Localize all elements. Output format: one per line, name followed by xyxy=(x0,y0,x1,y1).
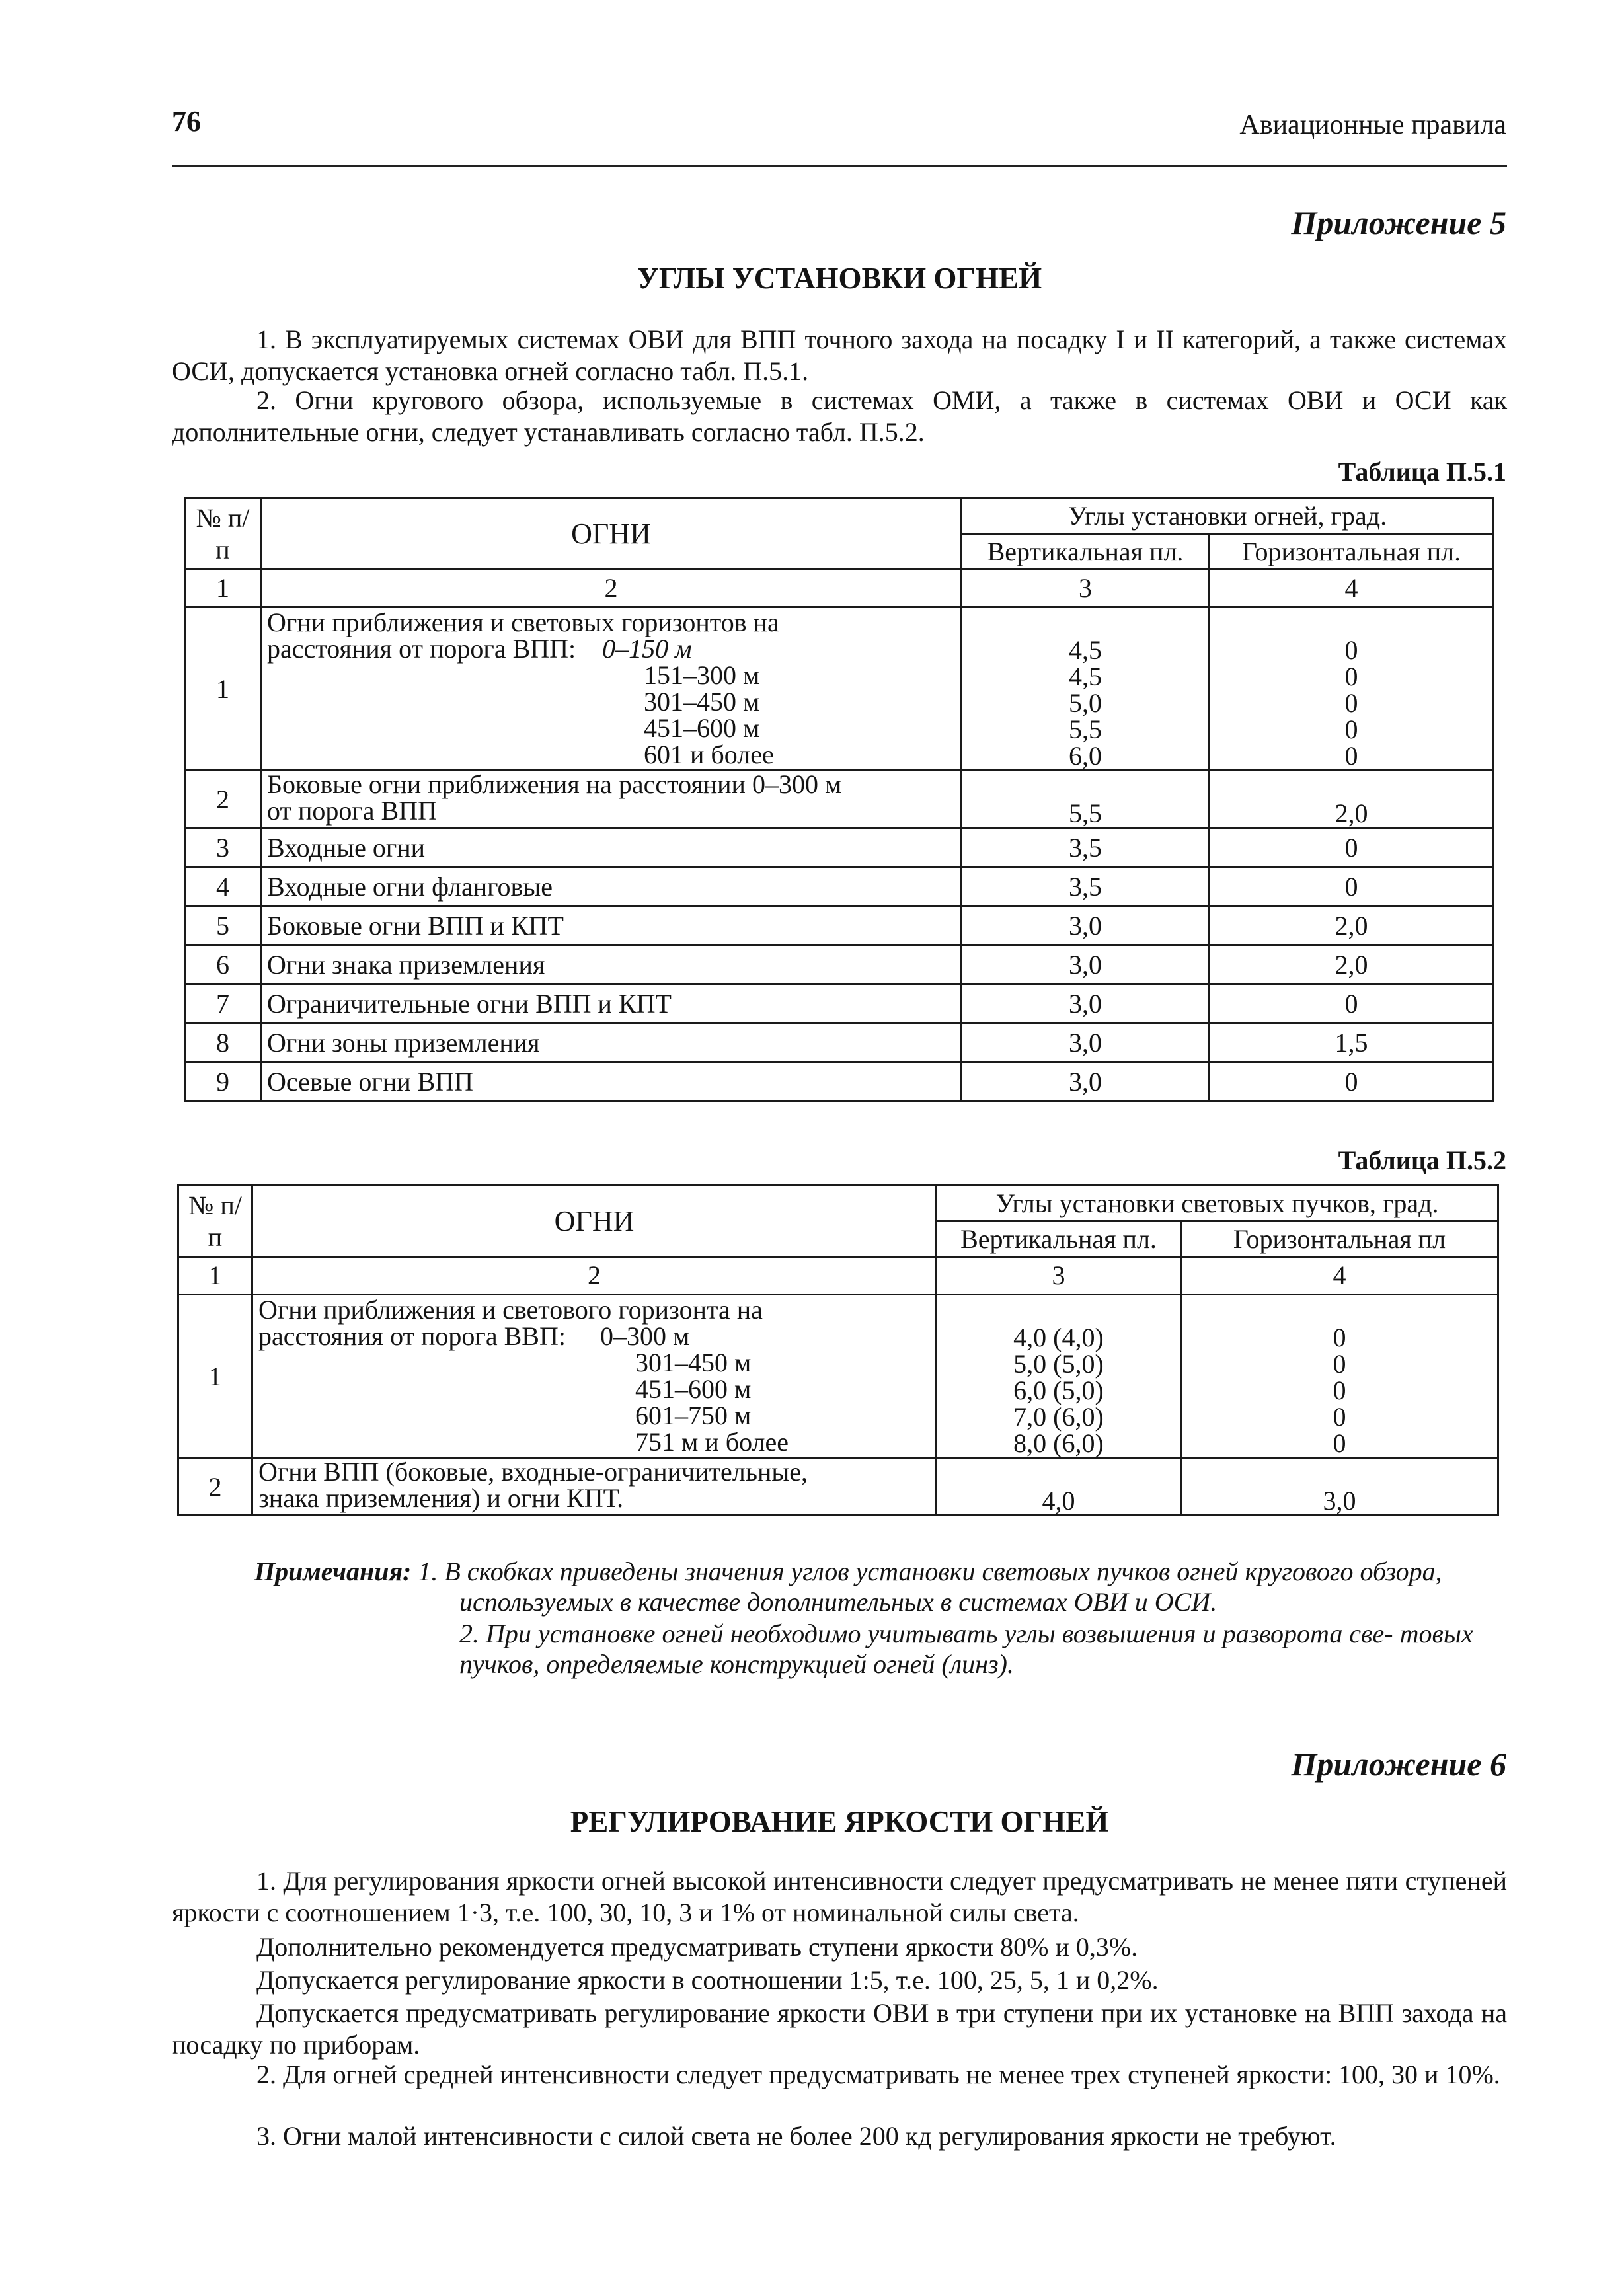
row-number: 9 xyxy=(185,1062,261,1101)
table-1-colnum: 3 xyxy=(962,570,1210,607)
row-vertical-value: 3,0 xyxy=(962,1023,1210,1062)
appendix-6-paragraph-1: 1. Для регулирования яркости огней высокой интенсивности следует предусматривать не менее пяти ступеней яркости с соотношением 1·3, т.е. 100, 30, 10, 3 и 1% от номинальной силы света. xyxy=(172,1866,1507,1927)
row-number: 8 xyxy=(185,1023,261,1062)
table-1-header-group: Углы установки огней, град. xyxy=(962,498,1494,534)
table-1-row xyxy=(185,984,1494,1023)
row-lights-name: Огни ВПП (боковые, входные-ограничительные, знака приземления) и огни КПТ. xyxy=(252,1458,937,1516)
table-1-row xyxy=(185,828,1494,867)
table-2-row xyxy=(178,1295,1498,1458)
row-lights-name: Боковые огни ВПП и КПТ xyxy=(261,906,962,945)
table-2-header-vertical: Вертикальная пл. xyxy=(937,1221,1181,1257)
row-horizontal-values: 0 0 0 0 0 xyxy=(1210,607,1494,771)
table-2-colnum: 4 xyxy=(1181,1257,1498,1295)
row-vertical-value: 3,0 xyxy=(962,984,1210,1023)
row-number: 2 xyxy=(185,771,261,828)
row-horizontal-value: 2,0 xyxy=(1210,906,1494,945)
row-lights-name: Огни приближения и световых горизонтов на расстояния от порога ВПП: 0–150 м 151–300 м 301–450 м 451–600 м 601 и более xyxy=(261,607,962,771)
table-2-row xyxy=(178,1458,1498,1516)
row-lights-name: Огни зоны приземления xyxy=(261,1023,962,1062)
row-lights-name: Огни приближения и светового горизонта на расстояния от порога ВВП: 0–300 м 301–450 м 451–600 м 601–750 м 751 м и более xyxy=(252,1295,937,1458)
row-vertical-value: 3,5 xyxy=(962,867,1210,906)
row-number: 1 xyxy=(178,1295,252,1458)
row-horizontal-value: 2,0 xyxy=(1210,771,1494,828)
appendix-6-paragraph-5: 2. Для огней средней интенсивности следует предусматривать не менее трех ступеней яркости: 100, 30 и 10%. xyxy=(256,2060,1500,2089)
row-vertical-values: 4,0 (4,0) 5,0 (5,0) 6,0 (5,0) 7,0 (6,0) 8,0 (6,0) xyxy=(937,1295,1181,1458)
note-2: 2. При установке огней необходимо учитывать углы возвышения и разворота све- товых пучков, определяемые конструкцией огней (линз). xyxy=(459,1619,1473,1679)
row-lights-name: Входные огни xyxy=(261,828,962,867)
table-1 xyxy=(184,497,1494,1102)
row-number: 5 xyxy=(185,906,261,945)
table-2 xyxy=(177,1184,1499,1516)
table-2-header-horizontal: Горизонтальная пл xyxy=(1181,1221,1498,1257)
appendix-5-paragraph-2: 2. Огни кругового обзора, используемые в системах ОМИ, а также в системах ОВИ и ОСИ как дополнительные огни, следует устанавливать согласно табл. П.5.2. xyxy=(172,385,1507,447)
row-vertical-value: 3,5 xyxy=(962,828,1210,867)
table-2-colnum: 2 xyxy=(252,1257,937,1295)
row-horizontal-value: 2,0 xyxy=(1210,945,1494,984)
notes-label: Примечания: xyxy=(254,1557,412,1586)
table-2-header-number: № п/п xyxy=(178,1186,252,1257)
table-1-row xyxy=(185,771,1494,828)
row-horizontal-value: 0 xyxy=(1210,1062,1494,1101)
row-horizontal-value: 0 xyxy=(1210,867,1494,906)
appendix-6-title: РЕГУЛИРОВАНИЕ ЯРКОСТИ ОГНЕЙ xyxy=(570,1805,1109,1838)
table-2-colnum: 1 xyxy=(178,1257,252,1295)
row-number: 7 xyxy=(185,984,261,1023)
row-vertical-value: 5,5 xyxy=(962,771,1210,828)
appendix-6-paragraph-2: Дополнительно рекомендуется предусматривать ступени яркости 80% и 0,3%. xyxy=(256,1932,1138,1962)
row-vertical-values: 4,5 4,5 5,0 5,5 6,0 xyxy=(962,607,1210,771)
table-2-header-lights: ОГНИ xyxy=(252,1186,937,1257)
row-number: 1 xyxy=(185,607,261,771)
table-1-colnum: 4 xyxy=(1210,570,1494,607)
row-number: 2 xyxy=(178,1458,252,1516)
table-1-row xyxy=(185,867,1494,906)
row-lights-name: Боковые огни приближения на расстоянии 0–300 м от порога ВПП xyxy=(261,771,962,828)
row-vertical-value: 4,0 xyxy=(937,1458,1181,1516)
table-1-header-number: № п/п xyxy=(185,498,261,570)
row-lights-name: Осевые огни ВПП xyxy=(261,1062,962,1101)
row-vertical-value: 3,0 xyxy=(962,1062,1210,1101)
page-number: 76 xyxy=(172,105,201,137)
row-horizontal-value: 0 xyxy=(1210,984,1494,1023)
appendix-6-paragraph-3: Допускается регулирование яркости в соотношении 1:5, т.е. 100, 25, 5, 1 и 0,2%. xyxy=(256,1965,1159,1995)
row-vertical-value: 3,0 xyxy=(962,906,1210,945)
table-2-colnum: 3 xyxy=(937,1257,1181,1295)
row-horizontal-values: 0 0 0 0 0 xyxy=(1181,1295,1498,1458)
row-number: 3 xyxy=(185,828,261,867)
table-2-column-numbers xyxy=(178,1257,1498,1295)
row-lights-name: Входные огни фланговые xyxy=(261,867,962,906)
row-lights-name: Огни знака приземления xyxy=(261,945,962,984)
appendix-6-label: Приложение 6 xyxy=(1291,1746,1506,1783)
header-rule xyxy=(172,165,1507,167)
table-1-row xyxy=(185,1023,1494,1062)
row-horizontal-value: 0 xyxy=(1210,828,1494,867)
table-1-row xyxy=(185,1062,1494,1101)
table-1-header-lights: ОГНИ xyxy=(261,498,962,570)
appendix-6-paragraph-6: 3. Огни малой интенсивности с силой света не более 200 кд регулирования яркости не требуют. xyxy=(256,2121,1336,2151)
table-1-row xyxy=(185,906,1494,945)
appendix-5-paragraph-1: 1. В эксплуатируемых системах ОВИ для ВПП точного захода на посадку I и II категорий, а также системах ОСИ, допускается установка огней согласно табл. П.5.1. xyxy=(172,325,1507,386)
row-lights-name: Ограничительные огни ВПП и КПТ xyxy=(261,984,962,1023)
note-1: Примечания: 1. В скобках приведены значения углов установки световых пучков огней кругового обзора, используемых в качестве дополнительных в системах ОВИ и ОСИ. xyxy=(254,1557,1442,1617)
table-1-caption: Таблица П.5.1 xyxy=(1338,457,1506,486)
table-1-colnum: 2 xyxy=(261,570,962,607)
table-2-caption: Таблица П.5.2 xyxy=(1338,1145,1506,1175)
table-notes xyxy=(254,1557,1507,1680)
row-number: 6 xyxy=(185,945,261,984)
appendix-6-paragraph-4: Допускается предусматривать регулирование яркости ОВИ в три ступени при их установке на ВПП захода на посадку по приборам. xyxy=(172,1998,1507,2060)
row-vertical-value: 3,0 xyxy=(962,945,1210,984)
table-1-column-numbers xyxy=(185,570,1494,607)
table-1-row xyxy=(185,945,1494,984)
appendix-5-title: УГЛЫ УСТАНОВКИ ОГНЕЙ xyxy=(637,262,1042,295)
row-horizontal-value: 1,5 xyxy=(1210,1023,1494,1062)
table-1-colnum: 1 xyxy=(185,570,261,607)
table-1-header-horizontal: Горизонтальная пл. xyxy=(1210,534,1494,570)
table-1-row xyxy=(185,607,1494,771)
row-horizontal-value: 3,0 xyxy=(1181,1458,1498,1516)
table-2-header-group: Углы установки световых пучков, град. xyxy=(937,1186,1498,1221)
row-number: 4 xyxy=(185,867,261,906)
appendix-5-label: Приложение 5 xyxy=(1291,204,1506,241)
table-1-header-vertical: Вертикальная пл. xyxy=(962,534,1210,570)
running-title: Авиационные правила xyxy=(1239,110,1506,140)
